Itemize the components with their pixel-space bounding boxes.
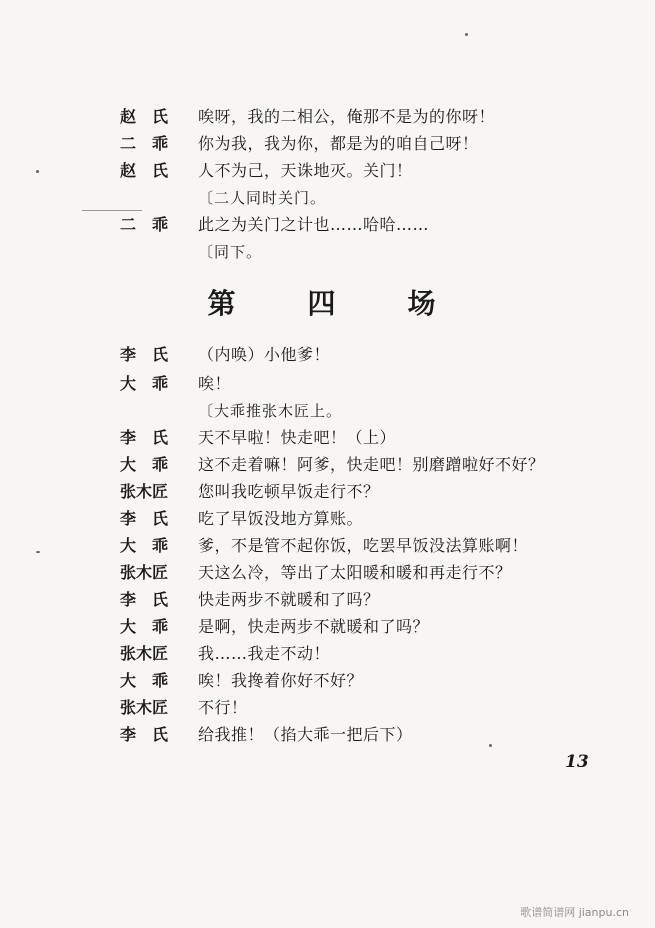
speaker-name: 张木匠 [120, 563, 169, 582]
speech-text: 给我推！（掐大乖一把后下） [198, 725, 413, 744]
dialogue-line [0, 720, 655, 750]
speaker-name: 赵 氏 [120, 161, 169, 180]
speaker-name: 大 乖 [120, 671, 169, 690]
dialogue-line [0, 156, 655, 186]
speech-text: 吃了早饭没地方算账。 [198, 509, 364, 528]
speaker-name: 张木匠 [120, 644, 169, 663]
speaker-name: 李 氏 [120, 345, 169, 364]
speaker-name: 二 乖 [120, 134, 169, 153]
speaker-name: 李 氏 [120, 725, 169, 744]
dialogue-line [0, 666, 655, 696]
speech-text: 不行！ [198, 698, 248, 717]
stage-direction: 〔大乖推张木匠上。 [198, 402, 343, 420]
dialogue-line [0, 693, 655, 723]
stage-direction: 〔同下。 [198, 243, 263, 261]
speaker-name: 大 乖 [120, 617, 169, 636]
speaker-name: 二 乖 [120, 215, 169, 234]
speech-text: （内唤）小他爹！ [198, 345, 331, 364]
speech-text: 您叫我吃顿早饭走行不？ [198, 482, 380, 501]
stage-direction: 〔二人同时关门。 [198, 189, 327, 207]
speaker-name: 赵 氏 [120, 107, 169, 126]
speech-text: 你为我，我为你，都是为的咱自己呀！ [198, 134, 479, 153]
speech-text: 此之为关门之计也……哈哈…… [198, 215, 430, 234]
scan-speck [465, 33, 468, 36]
speaker-name: 张木匠 [120, 482, 169, 501]
speech-text: 唉呀，我的二相公，俺那不是为的你呀！ [198, 107, 496, 126]
speech-text: 是啊，快走两步不就暖和了吗？ [198, 617, 430, 636]
dialogue-line [0, 210, 655, 240]
page-number: 13 [565, 752, 589, 772]
speech-text: 我……我走不动！ [198, 644, 331, 663]
dialogue-line [0, 558, 655, 588]
speech-text: 快走两步不就暖和了吗？ [198, 590, 380, 609]
stage-direction-line [0, 396, 655, 426]
dialogue-line [0, 369, 655, 399]
speech-text: 天这么冷，等出了太阳暖和暖和再走行不？ [198, 563, 512, 582]
speaker-name: 大 乖 [120, 374, 169, 393]
speaker-name: 大 乖 [120, 536, 169, 555]
dialogue-line [0, 612, 655, 642]
dialogue-line [0, 477, 655, 507]
watermark: 歌谱简谱网 jianpu.cn [520, 906, 629, 919]
speech-text: 爹，不是管不起你饭，吃罢早饭没法算账啊！ [198, 536, 529, 555]
speaker-name: 大 乖 [120, 455, 169, 474]
dialogue-line [0, 531, 655, 561]
speech-text: 人不为己，天诛地灭。关门！ [198, 161, 413, 180]
speech-text: 天不早啦！快走吧！（上） [198, 428, 397, 447]
dialogue-line [0, 102, 655, 132]
speaker-name: 李 氏 [120, 590, 169, 609]
speech-text: 这不走着嘛！阿爹，快走吧！别磨蹭啦好不好？ [198, 455, 545, 474]
stage-direction-line [0, 237, 655, 267]
dialogue-line [0, 504, 655, 534]
speaker-name: 李 氏 [120, 428, 169, 447]
stage-direction-line [0, 183, 655, 213]
dialogue-line [0, 450, 655, 480]
dialogue-line [0, 340, 655, 370]
dialogue-line [0, 423, 655, 453]
dialogue-line [0, 129, 655, 159]
speaker-name: 李 氏 [120, 509, 169, 528]
scene-title: 第 四 场 [207, 287, 458, 320]
speaker-name: 张木匠 [120, 698, 169, 717]
dialogue-line [0, 585, 655, 615]
dialogue-line [0, 639, 655, 669]
speech-text: 唉！ [198, 374, 232, 393]
speech-text: 唉！我搀着你好不好？ [198, 671, 364, 690]
